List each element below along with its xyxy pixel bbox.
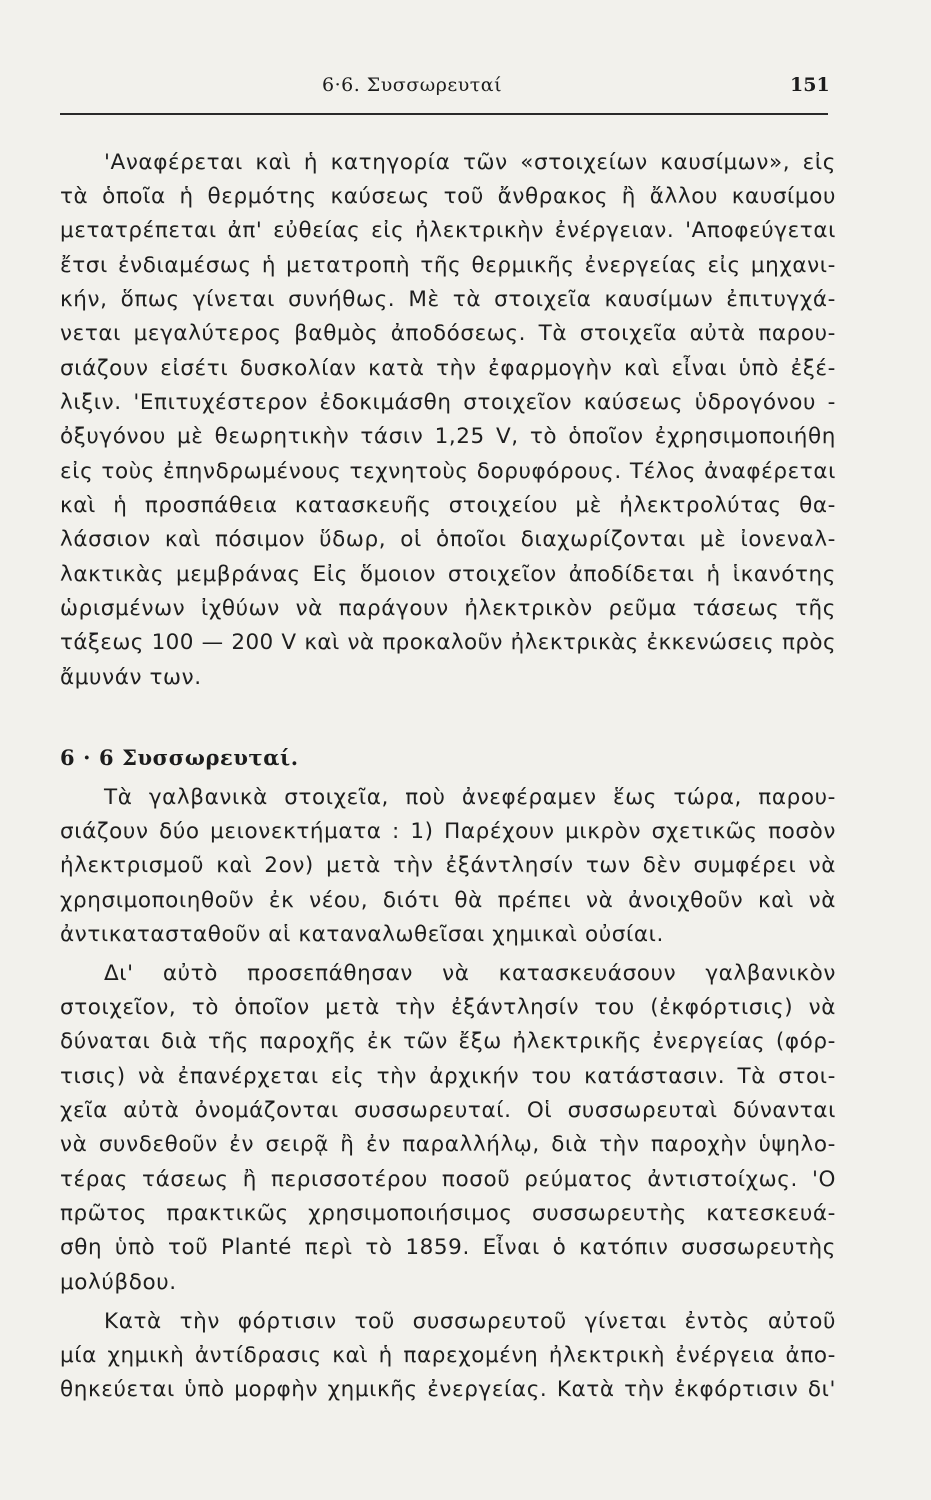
text-line: κήν, ὅπως γίνεται συνήθως. Μὲ τὰ στοιχεῖα καυσίμων ἐπιτυγχά- <box>60 287 836 312</box>
text-line: χρησιμοποιηθοῦν ἐκ νέου, διότι θὰ πρέπει νὰ ἀνοιχθοῦν καὶ νὰ <box>60 888 836 913</box>
text-line: εἰς τοὺς ἐπηνδρωμένους τεχνητοὺς δορυφόρους. Τέλος ἀναφέρεται <box>60 459 836 484</box>
text-line: τέρας τάσεως ἢ περισσοτέρου ποσοῦ ρεύματος ἀντιστοίχως. 'Ο <box>60 1167 836 1192</box>
running-header <box>0 74 931 104</box>
text-line: μία χημικὴ ἀντίδρασις καὶ ἡ παρεχομένη ἠλεκτρικὴ ἐνέργεια ἀπο- <box>60 1343 836 1368</box>
text-line: ὡρισμένων ἰχθύων νὰ παράγουν ἠλεκτρικὸν ρεῦμα τάσεως τῆς <box>60 596 836 621</box>
text-line: θηκεύεται ὑπὸ μορφὴν χημικῆς ἐνεργείας. Κατὰ τὴν ἐκφόρτισιν δι' <box>60 1377 836 1402</box>
text-line: σιάζουν εἰσέτι δυσκολίαν κατὰ τὴν ἐφαρμογὴν καὶ εἶναι ὑπὸ ἐξέ- <box>60 356 836 381</box>
text-line: πρῶτος πρακτικῶς χρησιμοποιήσιμος συσσωρευτὴς κατεσκευά- <box>60 1201 836 1226</box>
section-title-header: 6·6. Συσσωρευταί <box>322 74 503 96</box>
text-line: τισις) νὰ ἐπανέρχεται εἰς τὴν ἀρχικήν του κατάστασιν. Τὰ στοι- <box>60 1064 836 1089</box>
text-line: Τὰ γαλβανικὰ στοιχεῖα, ποὺ ἀνεφέραμεν ἕως τώρα, παρου- <box>104 785 836 810</box>
header-rule <box>60 113 828 115</box>
text-line: μετατρέπεται ἀπ' εὐθείας εἰς ἠλεκτρικὴν ἐνέργειαν. 'Αποφεύγεται <box>60 218 836 243</box>
text-line: καὶ ἡ προσπάθεια κατασκευῆς στοιχείου μὲ ἠλεκτρολύτας θα- <box>60 493 836 518</box>
text-line: λακτικὰς μεμβράνας Εἰς ὅμοιον στοιχεῖον ἀποδίδεται ἡ ἱκανότης <box>60 562 836 587</box>
text-line: χεῖα αὐτὰ ὀνομάζονται συσσωρευταί. Οἱ συσσωρευταὶ δύνανται <box>60 1098 836 1123</box>
text-line: λιξιν. 'Επιτυχέστερον ἐδοκιμάσθη στοιχεῖον καύσεως ὑδρογόνου - <box>60 390 836 415</box>
text-line: 'Αναφέρεται καὶ ἡ κατηγορία τῶν «στοιχείων καυσίμων», εἰς <box>104 150 836 175</box>
text-line: ἀντικατασταθοῦν αἱ καταναλωθεῖσαι χημικαὶ οὐσίαι. <box>60 922 664 947</box>
text-line: λάσσιον καὶ πόσιμον ὕδωρ, οἱ ὁποῖοι διαχωρίζονται μὲ ἰονεναλ- <box>60 527 836 552</box>
text-line: τὰ ὁποῖα ἡ θερμότης καύσεως τοῦ ἄνθρακος ἢ ἄλλου καυσίμου <box>60 184 836 209</box>
page-number: 151 <box>790 74 830 96</box>
section-heading: 6 · 6 Συσσωρευταί. <box>60 745 299 770</box>
text-line: ἠλεκτρισμοῦ καὶ 2ον) μετὰ τὴν ἐξάντλησίν των δὲν συμφέρει νὰ <box>60 853 836 878</box>
text-line: σιάζουν δύο μειονεκτήματα : 1) Παρέχουν μικρὸν σχετικῶς ποσὸν <box>60 819 836 844</box>
text-line: ἔτσι ἐνδιαμέσως ἡ μετατροπὴ τῆς θερμικῆς ἐνεργείας εἰς μηχανι- <box>60 253 836 278</box>
text-line: Κατὰ τὴν φόρτισιν τοῦ συσσωρευτοῦ γίνεται ἐντὸς αὐτοῦ <box>104 1309 836 1334</box>
text-line: ἄμυνάν των. <box>60 665 202 690</box>
text-line: νὰ συνδεθοῦν ἐν σειρᾷ ἢ ἐν παραλλήλῳ, διὰ τὴν παροχὴν ὑψηλο- <box>60 1132 836 1157</box>
text-line: τάξεως 100 — 200 V καὶ νὰ προκαλοῦν ἠλεκτρικὰς ἐκκενώσεις πρὸς <box>60 630 836 655</box>
text-line: Δι' αὐτὸ προσεπάθησαν νὰ κατασκευάσουν γαλβανικὸν <box>104 961 836 986</box>
text-line: ὀξυγόνου μὲ θεωρητικὴν τάσιν 1,25 V, τὸ ὁποῖον ἐχρησιμοποιήθη <box>60 424 836 449</box>
text-line: στοιχεῖον, τὸ ὁποῖον μετὰ τὴν ἐξάντλησίν του (ἐκφόρτισις) νὰ <box>60 995 836 1020</box>
text-line: νεται μεγαλύτερος βαθμὸς ἀποδόσεως. Τὰ στοιχεῖα αὐτὰ παρου- <box>60 321 836 346</box>
text-line: μολύβδου. <box>60 1270 177 1295</box>
text-line: δύναται διὰ τῆς παροχῆς ἐκ τῶν ἔξω ἠλεκτρικῆς ἐνεργείας (φόρ- <box>60 1029 836 1054</box>
text-line: σθη ὑπὸ τοῦ Planté περὶ τὸ 1859. Εἶναι ὁ κατόπιν συσσωρευτὴς <box>60 1235 836 1260</box>
